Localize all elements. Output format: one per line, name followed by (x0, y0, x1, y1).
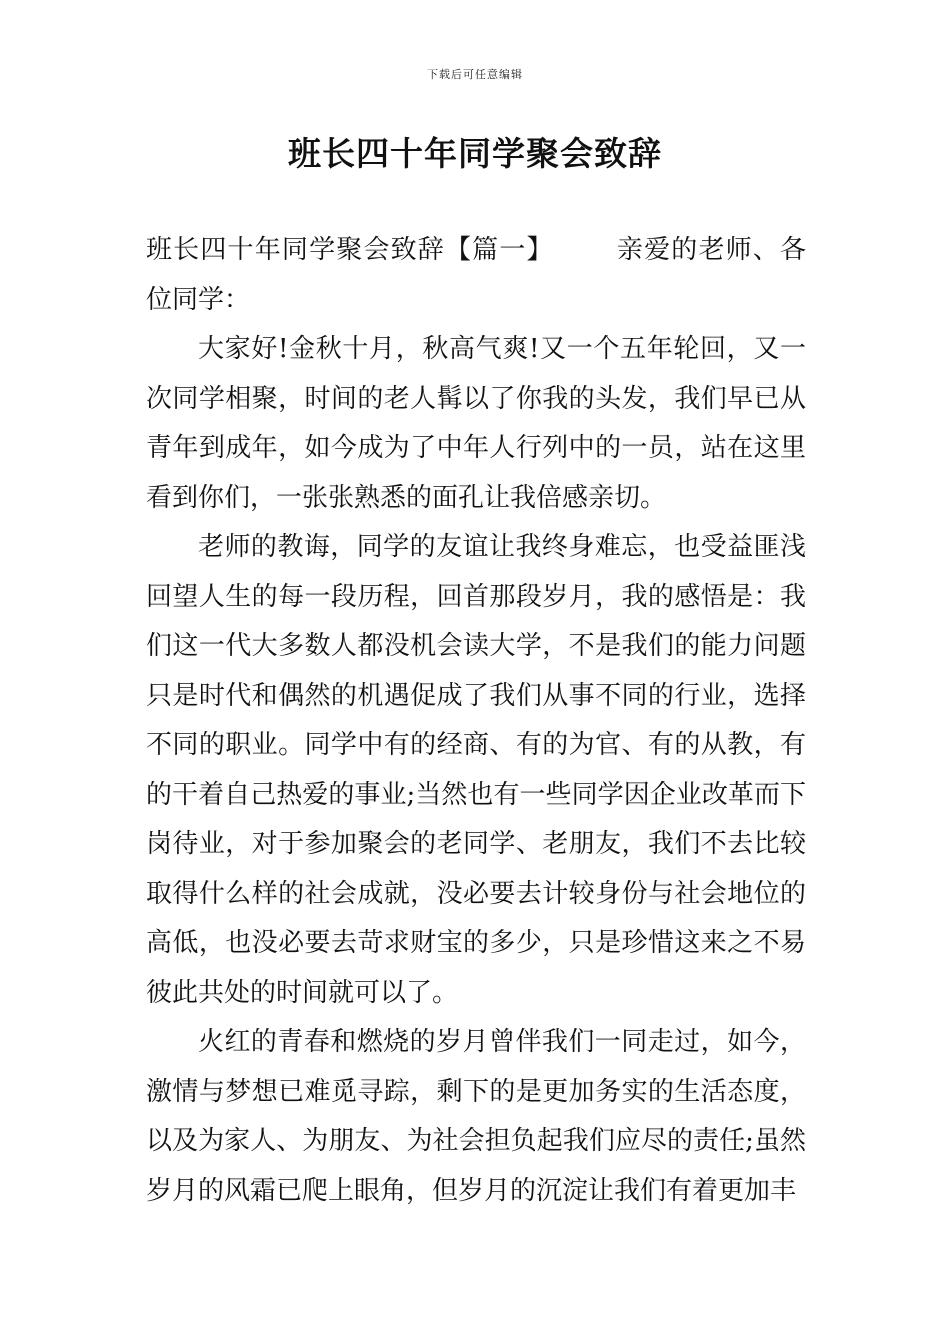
salutation: 亲爱的老师、各位同学： (146, 235, 806, 315)
document-title: 班长四十年同学聚会致辞 (288, 134, 662, 173)
section-label: 班长四十年同学聚会致辞【篇一】 (146, 235, 554, 265)
paragraph-1: 大家好!金秋十月，秋高气爽!又一个五年轮回，又一次同学相聚，时间的老人髯以了你我的头发，我们早已从青年到成年，如今成为了中年人行列中的一员，站在这里看到你们，一张张熟悉的面孔让我倍感亲切。 (146, 334, 806, 513)
intro-line (146, 226, 806, 325)
paragraph-3: 火红的青春和燃烧的岁月曾伴我们一同走过，如今，激情与梦想已难觅寻踪，剩下的是更加务实的生活态度，以及为家人、为朋友、为社会担负起我们应尽的责任;虽然岁月的风霜已爬上眼角，但岁月的沉淀让我们有着更加丰 (146, 1027, 806, 1206)
document-body (146, 226, 806, 1216)
page-header-note: 下载后可任意编辑 (427, 68, 523, 81)
paragraph-2: 老师的教诲，同学的友谊让我终身难忘，也受益匪浅回望人生的每一段历程，回首那段岁月，我的感悟是：我们这一代大多数人都没机会读大学，不是我们的能力问题只是时代和偶然的机遇促成了我们从事不同的行业，选择不同的职业。同学中有的经商、有的为官、有的从教，有的干着自己热爱的事业;当然也有一些同学因企业改革而下岗待业，对于参加聚会的老同学、老朋友，我们不去比较取得什么样的社会成就，没必要去计较身份与社会地位的高低，也没必要去苛求财宝的多少，只是珍惜这来之不易彼此共处的时间就可以了。 (146, 532, 806, 1008)
